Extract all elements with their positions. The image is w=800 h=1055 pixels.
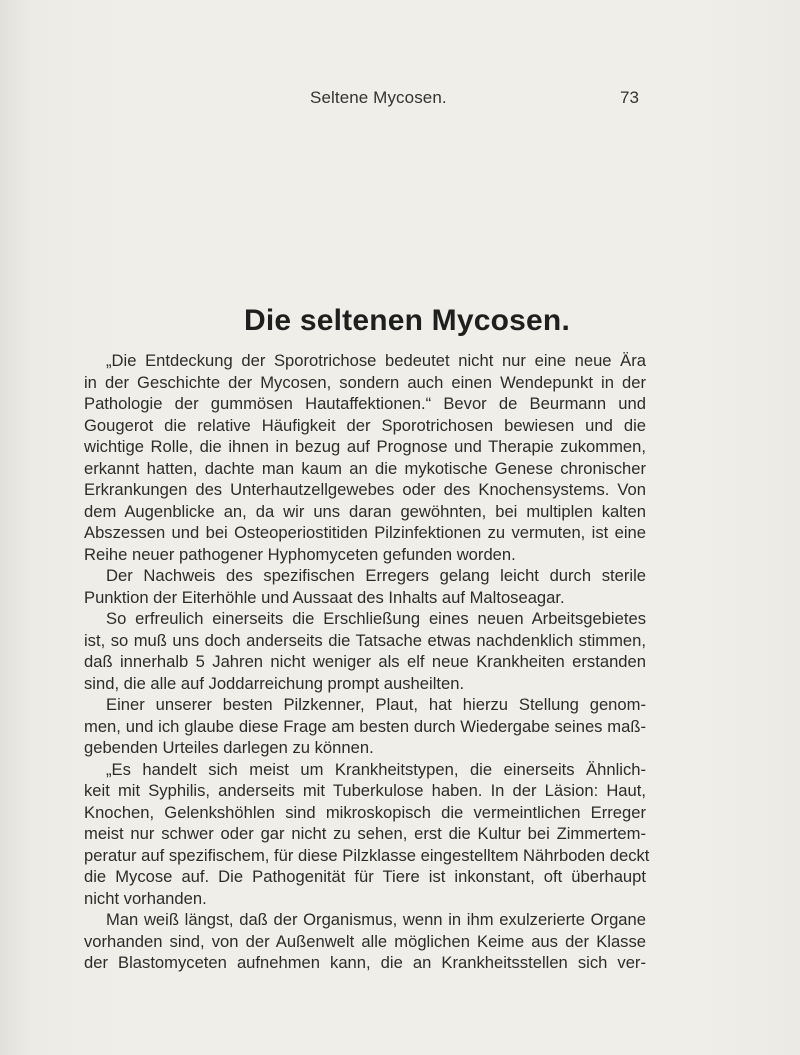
text-line: Reihe neuer pathogener Hyphomyceten gefunden worden. bbox=[84, 544, 516, 564]
text-line: men, und ich glaube diese Frage am besten durch Wiedergabe seines maß- bbox=[84, 716, 646, 736]
text-line: gebenden Urteiles darlegen zu können. bbox=[84, 738, 374, 757]
text-line: So erfreulich einerseits die Erschließung eines neuen Arbeitsgebietes bbox=[106, 609, 646, 628]
text-line: erkannt hatten, dachte man kaum an die mykotische Genese chronischer bbox=[84, 458, 646, 478]
text-line: Der Nachweis des spezifischen Erregers gelang leicht durch sterile bbox=[106, 566, 646, 585]
text-line: die Mycose auf. Die Pathogenität für Tiere ist inkonstant, oft überhaupt bbox=[84, 867, 646, 886]
text-line: Punktion der Eiterhöhle und Aussaat des Inhalts auf Maltoseagar. bbox=[84, 587, 565, 607]
text-line: keit mit Syphilis, anderseits mit Tuberkulose haben. In der Läsion: Haut, bbox=[84, 781, 646, 800]
text-line: Einer unserer besten Pilzkenner, Plaut, hat hierzu Stellung genom- bbox=[106, 695, 646, 714]
page-header bbox=[0, 88, 800, 112]
text-line: daß innerhalb 5 Jahren nicht weniger als elf neue Krankheiten erstanden bbox=[84, 652, 646, 671]
page-number: 73 bbox=[620, 88, 639, 107]
text-line: dem Augenblicke an, da wir uns daran gewöhnten, bei multiplen kalten bbox=[84, 501, 646, 521]
text-line: Pathologie der gummösen Hautaffektionen.“ Bevor de Beurmann und bbox=[84, 394, 646, 413]
text-line: wichtige Rolle, die ihnen in bezug auf Prognose und Therapie zukommen, bbox=[84, 437, 646, 456]
text-line: sind, die alle auf Joddarreichung prompt ausheilten. bbox=[84, 673, 465, 693]
text-line: Man weiß längst, daß der Organismus, wenn in ihm exulzerierte Organe bbox=[106, 910, 646, 929]
text-line: „Es handelt sich meist um Krankheitstypen, die einerseits Ähnlich- bbox=[106, 759, 646, 779]
text-line: peratur auf spezifischem, für diese Pilzklasse eingestelltem Nährboden deckt bbox=[84, 845, 650, 865]
text-line: nicht vorhanden. bbox=[84, 888, 207, 908]
running-title: Seltene Mycosen. bbox=[310, 88, 447, 107]
text-line: Gougerot die relative Häufigkeit der Sporotrichosen bewiesen und die bbox=[84, 415, 646, 435]
body-text bbox=[84, 350, 650, 974]
chapter-title: Die seltenen Mycosen. bbox=[244, 304, 570, 337]
text-line: vorhanden sind, von der Außenwelt alle möglichen Keime aus der Klasse bbox=[84, 931, 646, 951]
text-line: ist, so muß uns doch anderseits die Tatsache etwas nachdenklich stimmen, bbox=[84, 630, 646, 650]
text-line: Abszessen und bei Osteoperiostitiden Pilzinfektionen zu vermuten, ist eine bbox=[84, 523, 646, 542]
text-line: in der Geschichte der Mycosen, sondern auch einen Wendepunkt in der bbox=[84, 372, 646, 392]
text-line: „Die Entdeckung der Sporotrichose bedeutet nicht nur eine neue Ära bbox=[106, 351, 646, 370]
text-line: Knochen, Gelenkshöhlen sind mikroskopisch die vermeintlichen Erreger bbox=[84, 802, 646, 822]
text-line: Erkrankungen des Unterhautzellgewebes oder des Knochensystems. Von bbox=[84, 480, 646, 499]
text-line: der Blastomyceten aufnehmen kann, die an Krankheitsstellen sich ver- bbox=[84, 953, 646, 972]
text-line: meist nur schwer oder gar nicht zu sehen, erst die Kultur bei Zimmertem- bbox=[84, 824, 646, 843]
